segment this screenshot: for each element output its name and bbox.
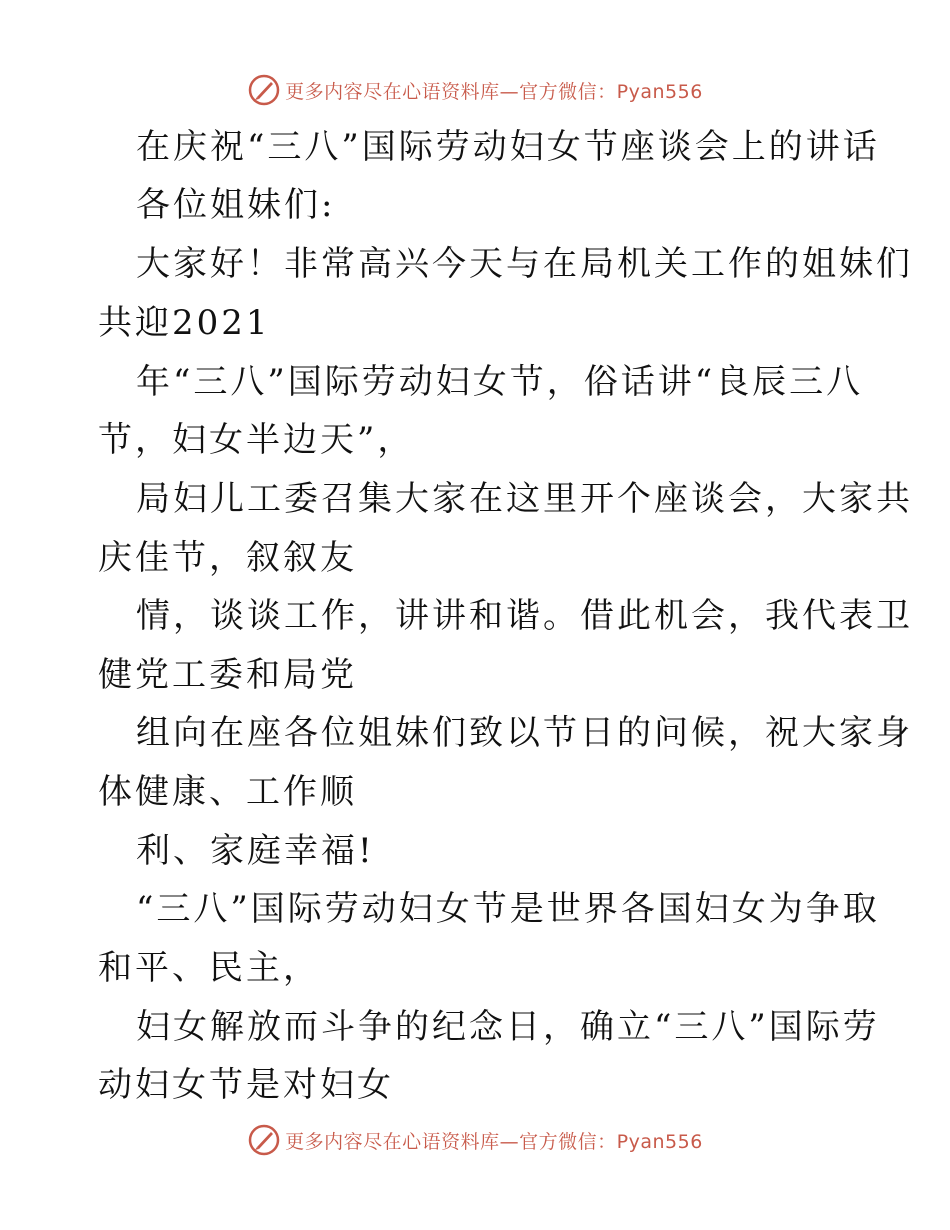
text-line: 妇女解放而斗争的纪念日，确立“三八”国际劳 [136, 1007, 880, 1047]
text-line: 年“三八”国际劳动妇女节，俗话讲“良辰三八 [136, 362, 864, 402]
salutation: 各位姐妹们: [136, 185, 336, 225]
document-title: 在庆祝“三八”国际劳动妇女节座谈会上的讲话 [136, 127, 880, 167]
quill-logo-icon [247, 1123, 281, 1157]
watermark-header [0, 70, 950, 110]
watermark-text: 更多内容尽在心语资料库—官方微信：Pyan556 [285, 1130, 703, 1153]
text-line: 局妇儿工委召集大家在这里开个座谈会，大家共 [136, 479, 913, 519]
text-line: “三八”国际劳动妇女节是世界各国妇女为争取 [136, 889, 880, 929]
text-line: 体健康、工作顺 [98, 772, 357, 812]
quill-logo-icon [247, 73, 281, 107]
text-line: 共迎2021 [98, 303, 271, 343]
text-line: 动妇女节是对妇女 [98, 1065, 394, 1105]
watermark-text: 更多内容尽在心语资料库—官方微信：Pyan556 [285, 80, 703, 103]
text-line: 利、家庭幸福! [136, 831, 375, 871]
text-line: 庆佳节，叙叙友 [98, 538, 357, 578]
text-line: 情，谈谈工作，讲讲和谐。借此机会，我代表卫 [136, 596, 913, 636]
text-line: 健党工委和局党 [98, 655, 357, 695]
watermark-footer [0, 1120, 950, 1160]
text-line: 和平、民主， [98, 948, 320, 988]
text-line: 大家好！非常高兴今天与在局机关工作的姐妹们 [136, 244, 913, 284]
text-line: 组向在座各位姐妹们致以节日的问候，祝大家身 [136, 713, 913, 753]
text-line: 节，妇女半边天”， [98, 420, 415, 460]
